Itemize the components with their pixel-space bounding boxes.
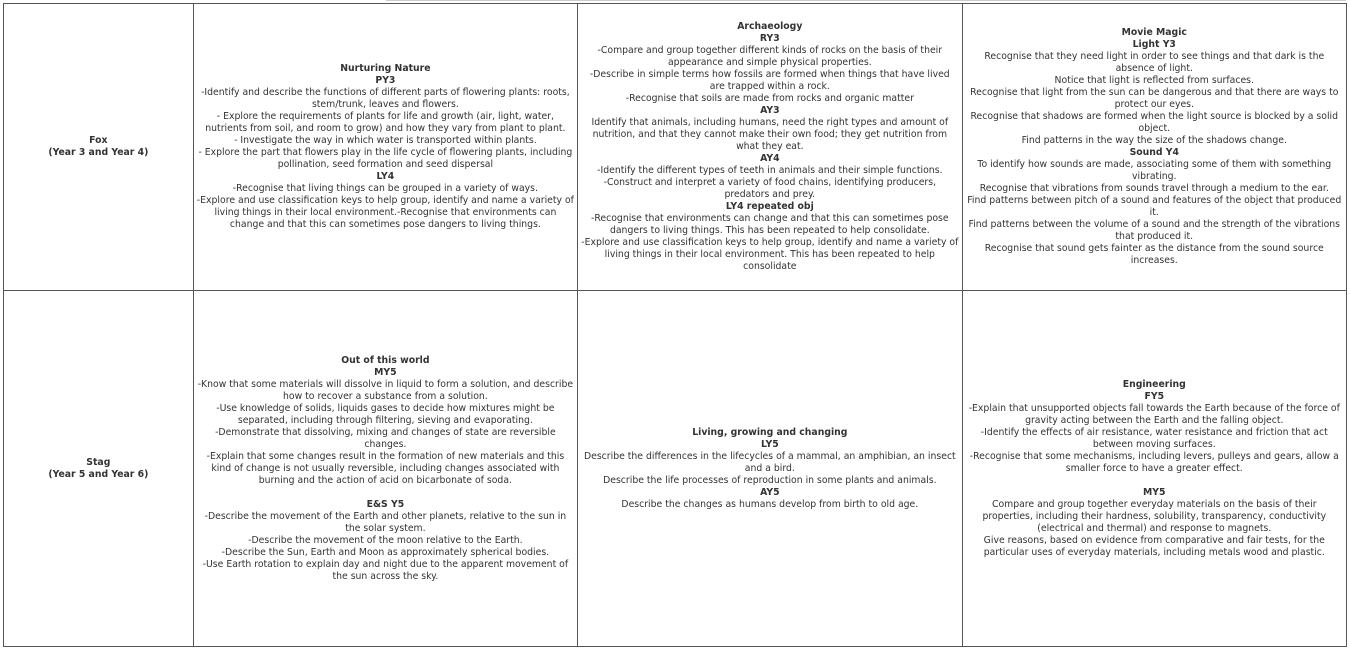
- objective-text: - Investigate the way in which water is transported within plants.: [234, 135, 537, 146]
- unit-cell: [193, 291, 577, 647]
- objective-text: Identify that animals, including humans, need the right types and amount of nutrition, and that they cannot make their own food; they get nutrition from what they eat.: [591, 117, 949, 152]
- objective-code: LY5: [760, 438, 779, 450]
- unit-cell: [578, 291, 962, 647]
- objective-text: Recognise that vibrations from sounds travel through a medium to the ear.: [979, 183, 1329, 194]
- objective-text: -Describe the movement of the Earth and other planets, relative to the sun in the solar system.: [204, 510, 567, 534]
- unit-cell: [193, 4, 577, 291]
- curriculum-table-body: [4, 4, 1347, 647]
- objective-text: Find patterns in the way the size of the shadows change.: [1021, 135, 1287, 146]
- objective-text: -Describe the movement of the moon relative to the Earth.: [248, 534, 523, 546]
- objective-text: -Describe in simple terms how fossils are formed when things that have lived are trapped within a rock.: [589, 69, 950, 92]
- spacer: [197, 487, 574, 499]
- objective-text: Describe the life processes of reproduction in some plants and animals.: [603, 474, 937, 486]
- objective-text: Compare and group together everyday materials on the basis of their properties, including their hardness, solubility, transparency, conductivity (electrical and thermal) and response to magnets.: [982, 498, 1327, 534]
- objective-text: -Recognise that living things can be grouped in a variety of ways.: [232, 183, 538, 194]
- objective-text: -Recognise that soils are made from rocks and organic matter: [625, 93, 914, 104]
- objective-code: Light Y3: [1132, 39, 1176, 50]
- objective-code: AY5: [760, 486, 780, 498]
- objective-text: Notice that light is reflected from surfaces.: [1054, 75, 1254, 86]
- objective-text: - Explore the part that flowers play in the life cycle of flowering plants, including pollination, seed formation and seed dispersal: [198, 147, 573, 170]
- group-years: (Year 5 and Year 6): [48, 468, 149, 480]
- unit-cell: [578, 4, 962, 291]
- objective-text: -Know that some materials will dissolve in liquid to form a solution, and describe how to recover a substance from a solution.: [197, 378, 574, 402]
- objective-text: -Describe the Sun, Earth and Moon as approximately spherical bodies.: [221, 546, 550, 558]
- curriculum-table: [3, 3, 1347, 647]
- objective-text: To identify how sounds are made, associating some of them with something vibrating.: [977, 159, 1332, 182]
- objective-text: - Explore the requirements of plants for life and growth (air, light, water, nutrients from soil, and room to grow) and how they vary from plant to plant.: [205, 111, 566, 134]
- unit-title: Living, growing and changing: [692, 426, 848, 438]
- objective-code: FY5: [1144, 390, 1165, 402]
- objective-text: -Compare and group together different kinds of rocks on the basis of their appearance and simple physical properties.: [597, 45, 943, 68]
- objective-text: Recognise that they need light in order to see things and that dark is the absence of light.: [984, 51, 1325, 74]
- objective-text: -Construct and interpret a variety of food chains, identifying producers, predators and prey.: [603, 177, 937, 200]
- group-cell: [4, 291, 194, 647]
- unit-title: Out of this world: [341, 354, 430, 366]
- objective-text: -Recognise that some mechanisms, including levers, pulleys and gears, allow a smaller force to have a greater effect.: [969, 450, 1339, 474]
- objective-text: Recognise that sound gets fainter as the distance from the sound source increases.: [984, 243, 1324, 266]
- group-name: Stag: [86, 456, 111, 468]
- objective-text: Give reasons, based on evidence from comparative and fair tests, for the particular uses of everyday materials, including metals wood and plastic.: [983, 534, 1325, 558]
- unit-title: Archaeology: [737, 21, 803, 32]
- unit-title: Engineering: [1122, 378, 1186, 390]
- objective-code: E&S Y5: [366, 498, 405, 510]
- objective-text: -Explain that unsupported objects fall towards the Earth because of the force of gravity acting between the Earth and the falling object.: [968, 402, 1340, 426]
- objective-text: -Explore and use classification keys to help group, identify and name a variety of living things in their local environment. This has been repeated to help consolidate: [581, 237, 959, 272]
- spacer: [966, 475, 1343, 487]
- objective-code: LY4 repeated obj: [725, 201, 814, 212]
- objective-code: MY5: [374, 366, 397, 378]
- unit-title: Movie Magic: [1121, 27, 1187, 38]
- objective-code: LY4: [376, 171, 395, 182]
- objective-text: -Explain that some changes result in the formation of new materials and this kind of change is not usually reversible, including changes associated with burning and the action of acid on bicarbonate of soda.: [206, 450, 565, 486]
- objective-code: AY4: [760, 153, 780, 164]
- objective-code: PY3: [375, 75, 396, 86]
- unit-title: Nurturing Nature: [340, 63, 431, 74]
- objective-code: AY3: [760, 105, 780, 116]
- group-name: Fox: [89, 135, 108, 146]
- objective-text: -Use Earth rotation to explain day and night due to the apparent movement of the sun across the sky.: [202, 558, 569, 582]
- group-cell: [4, 4, 194, 291]
- objective-text: Recognise that shadows are formed when the light source is blocked by a solid object.: [970, 111, 1339, 134]
- objective-text: -Demonstrate that dissolving, mixing and changes of state are reversible changes.: [215, 426, 556, 450]
- objective-text: Find patterns between pitch of a sound and features of the object that produced it.: [967, 195, 1342, 218]
- group-years: (Year 3 and Year 4): [48, 147, 149, 158]
- objective-text: -Explore and use classification keys to help group, identify and name a variety of living things in their local environment.-Recognise that environments can change and that this can sometimes pose dangers to living things.: [196, 195, 574, 230]
- objective-text: Recognise that light from the sun can be dangerous and that there are ways to protect our eyes.: [970, 87, 1339, 110]
- objective-text: -Identify and describe the functions of different parts of flowering plants: roots, stem/trunk, leaves and flowers.: [201, 87, 570, 110]
- table-row: [4, 291, 1347, 647]
- objective-code: Sound Y4: [1129, 147, 1179, 158]
- objective-text: -Identify the effects of air resistance, water resistance and friction that act between moving surfaces.: [980, 426, 1328, 450]
- objective-code: MY5: [1143, 486, 1166, 498]
- objective-text: Describe the differences in the lifecycles of a mammal, an amphibian, an insect and a bird.: [583, 450, 956, 474]
- objective-code: RY3: [759, 33, 780, 44]
- objective-text: -Use knowledge of solids, liquids gases to decide how mixtures might be separated, including through filtering, sieving and evaporating.: [216, 402, 555, 426]
- objective-text: -Recognise that environments can change and that this can sometimes pose dangers to living things. This has been repeated to help consolidate.: [591, 213, 949, 236]
- objective-text: Describe the changes as humans develop from birth to old age.: [621, 498, 919, 510]
- unit-cell: [962, 4, 1346, 291]
- unit-cell: [962, 291, 1346, 647]
- table-row: [4, 4, 1347, 291]
- objective-text: -Identify the different types of teeth in animals and their simple functions.: [597, 165, 943, 176]
- objective-text: Find patterns between the volume of a sound and the strength of the vibrations that produced it.: [968, 219, 1341, 242]
